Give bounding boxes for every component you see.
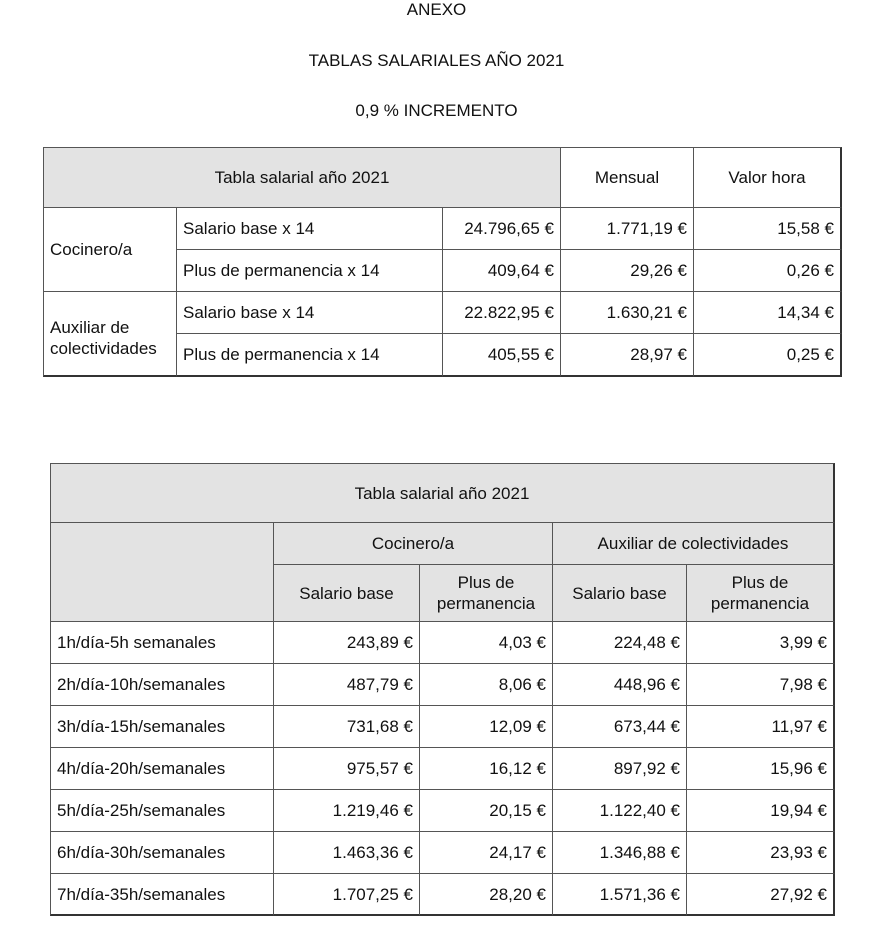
table2-row-label: 6h/día-30h/semanales <box>50 831 274 874</box>
table2-auxiliar-plus: 11,97 € <box>686 705 835 748</box>
table2-auxiliar-plus: 7,98 € <box>686 663 835 706</box>
table1-monthly: 28,97 € <box>560 333 694 377</box>
table2-auxiliar-salario: 448,96 € <box>552 663 687 706</box>
table1-monthly: 1.630,21 € <box>560 291 694 334</box>
table2-cocinero-plus: 4,03 € <box>419 621 553 664</box>
table2-cocinero-plus: 12,09 € <box>419 705 553 748</box>
table2-cocinero-plus: 16,12 € <box>419 747 553 790</box>
table2-auxiliar-plus: 15,96 € <box>686 747 835 790</box>
table2-auxiliar-salario: 897,92 € <box>552 747 687 790</box>
table1-concept: Plus de permanencia x 14 <box>176 249 443 292</box>
table2-cocinero-salario: 975,57 € <box>273 747 420 790</box>
table2-row-label: 3h/día-15h/semanales <box>50 705 274 748</box>
table2-row-label: 4h/día-20h/semanales <box>50 747 274 790</box>
table1-annual: 24.796,65 € <box>442 207 561 250</box>
table2-cocinero-plus: 24,17 € <box>419 831 553 874</box>
table2-cocinero-plus: 8,06 € <box>419 663 553 706</box>
table1-hourly: 15,58 € <box>693 207 842 250</box>
table1-annual: 405,55 € <box>442 333 561 377</box>
table2-auxiliar-plus: 19,94 € <box>686 789 835 832</box>
table2-cocinero-plus: 20,15 € <box>419 789 553 832</box>
table2-cocinero-salario: 1.463,36 € <box>273 831 420 874</box>
table2-cocinero-salario: 487,79 € <box>273 663 420 706</box>
table2-auxiliar-salario: 1.571,36 € <box>552 873 687 916</box>
table2-auxiliar-plus: 3,99 € <box>686 621 835 664</box>
table2-sub-plus-cocinero: Plus de permanencia <box>419 564 553 622</box>
table1-header-mensual: Mensual <box>560 147 694 208</box>
table2-cocinero-salario: 731,68 € <box>273 705 420 748</box>
table2-auxiliar-plus: 27,92 € <box>686 873 835 916</box>
table2-cocinero-salario: 1.707,25 € <box>273 873 420 916</box>
table1-concept: Salario base x 14 <box>176 291 443 334</box>
table2-sub-salario-cocinero: Salario base <box>273 564 420 622</box>
table1-category-auxiliar: Auxiliar de colectividades <box>43 291 177 377</box>
table1-hourly: 0,25 € <box>693 333 842 377</box>
table2-sub-plus-auxiliar: Plus de permanencia <box>686 564 835 622</box>
table1-concept: Plus de permanencia x 14 <box>176 333 443 377</box>
heading-anexo: ANEXO <box>406 0 467 19</box>
heading-incremento: 0,9 % INCREMENTO <box>355 101 518 120</box>
table1-monthly: 29,26 € <box>560 249 694 292</box>
table1-title: Tabla salarial año 2021 <box>43 147 561 208</box>
table2-row-label: 5h/día-25h/semanales <box>50 789 274 832</box>
table2-row-label: 2h/día-10h/semanales <box>50 663 274 706</box>
table2-cocinero-salario: 1.219,46 € <box>273 789 420 832</box>
table2-auxiliar-plus: 23,93 € <box>686 831 835 874</box>
table1-annual: 409,64 € <box>442 249 561 292</box>
table2-title: Tabla salarial año 2021 <box>50 463 835 523</box>
table1-concept: Salario base x 14 <box>176 207 443 250</box>
table2-row-label: 7h/día-35h/semanales <box>50 873 274 916</box>
table2-cocinero-salario: 243,89 € <box>273 621 420 664</box>
table2-sub-salario-auxiliar: Salario base <box>552 564 687 622</box>
table2-auxiliar-salario: 1.346,88 € <box>552 831 687 874</box>
table1-monthly: 1.771,19 € <box>560 207 694 250</box>
table2-auxiliar-salario: 1.122,40 € <box>552 789 687 832</box>
table1-header-valor-hora: Valor hora <box>693 147 842 208</box>
heading-tablas-salariales: TABLAS SALARIALES AÑO 2021 <box>308 51 565 70</box>
table1-hourly: 0,26 € <box>693 249 842 292</box>
table1-hourly: 14,34 € <box>693 291 842 334</box>
table2-group-auxiliar: Auxiliar de colectividades <box>552 522 835 565</box>
table2-auxiliar-salario: 224,48 € <box>552 621 687 664</box>
table2-empty-corner <box>50 522 274 622</box>
table1-category-cocinero: Cocinero/a <box>43 207 177 292</box>
table1-annual: 22.822,95 € <box>442 291 561 334</box>
table2-group-cocinero: Cocinero/a <box>273 522 553 565</box>
table2-auxiliar-salario: 673,44 € <box>552 705 687 748</box>
table2-cocinero-plus: 28,20 € <box>419 873 553 916</box>
table2-row-label: 1h/día-5h semanales <box>50 621 274 664</box>
